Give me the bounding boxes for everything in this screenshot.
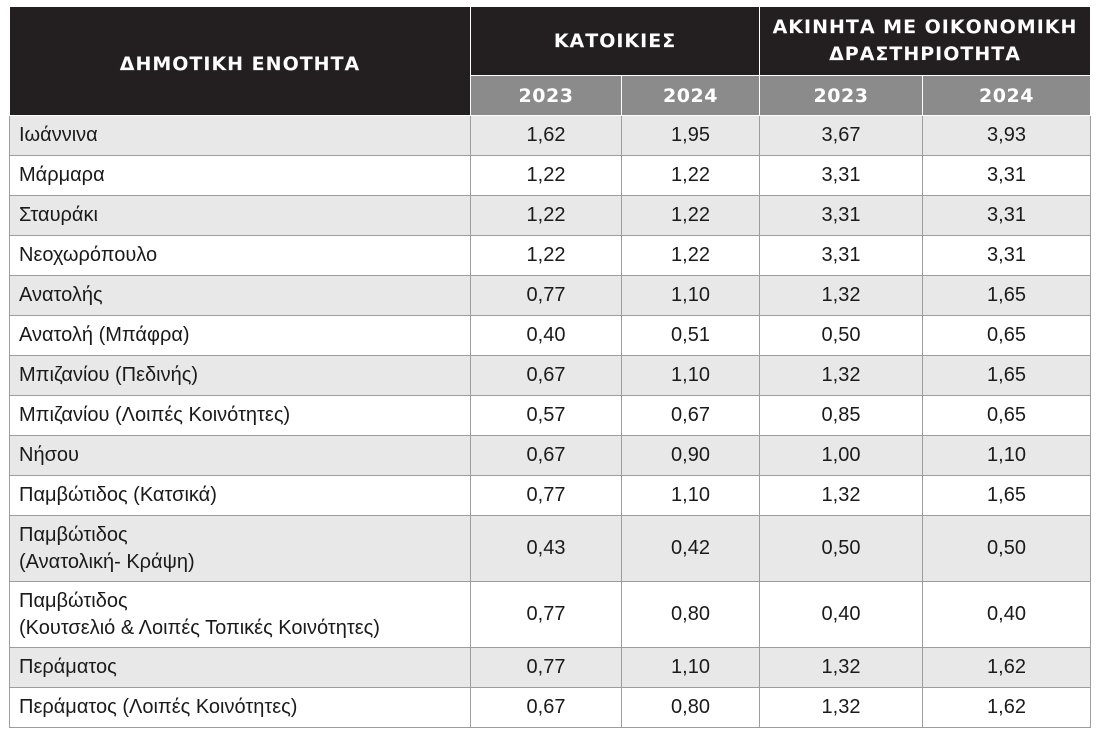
cell-value: 0,67	[622, 396, 760, 436]
row-name-line2: (Κουτσελιό & Λοιπές Τοπικές Κοινότητες)	[19, 616, 380, 639]
cell-value: 0,77	[471, 582, 622, 648]
cell-value: 3,31	[923, 236, 1091, 276]
header-group-residences: ΚΑΤΟΙΚΙΕΣ	[471, 7, 760, 76]
row-name: Μάρμαρα	[10, 156, 471, 196]
cell-value: 3,31	[760, 156, 923, 196]
cell-value: 0,51	[622, 316, 760, 356]
row-name: Παμβώτιδος (Κατσικά)	[10, 476, 471, 516]
table-row	[10, 582, 1091, 648]
table-row	[10, 476, 1091, 516]
header-year: 2023	[471, 76, 622, 116]
table-row	[10, 236, 1091, 276]
cell-value: 0,85	[760, 396, 923, 436]
cell-value: 3,31	[923, 196, 1091, 236]
cell-value: 1,10	[622, 356, 760, 396]
row-name: Νεοχωρόπουλο	[10, 236, 471, 276]
table-row	[10, 156, 1091, 196]
cell-value: 3,93	[923, 116, 1091, 156]
row-name: Περάματος	[10, 648, 471, 688]
cell-value: 0,67	[471, 688, 622, 728]
header-group-business-line1: ΑΚΙΝΗΤΑ ΜΕ ΟΙΚΟΝΟΜΙΚΗ	[772, 16, 1078, 38]
cell-value: 0,67	[471, 436, 622, 476]
cell-value: 3,67	[760, 116, 923, 156]
cell-value: 0,42	[622, 516, 760, 582]
row-name: Νήσου	[10, 436, 471, 476]
table-row	[10, 276, 1091, 316]
cell-value: 1,10	[622, 648, 760, 688]
cell-value: 0,65	[923, 316, 1091, 356]
row-name-line2: (Ανατολική- Κράψη)	[19, 550, 195, 573]
cell-value: 1,32	[760, 648, 923, 688]
header-region: ΔΗΜΟΤΙΚΗ ΕΝΟΤΗΤΑ	[10, 7, 471, 116]
row-name: Περάματος (Λοιπές Κοινότητες)	[10, 688, 471, 728]
cell-value: 1,62	[923, 688, 1091, 728]
header-year: 2024	[622, 76, 760, 116]
row-name: Ανατολή (Μπάφρα)	[10, 316, 471, 356]
header-year: 2024	[923, 76, 1091, 116]
cell-value: 0,90	[622, 436, 760, 476]
table-row	[10, 396, 1091, 436]
cell-value: 1,65	[923, 356, 1091, 396]
cell-value: 1,32	[760, 688, 923, 728]
cell-value: 0,77	[471, 276, 622, 316]
row-name	[10, 516, 471, 582]
table-row	[10, 648, 1091, 688]
cell-value: 1,10	[923, 436, 1091, 476]
header-group-business	[760, 7, 1091, 76]
table-row	[10, 356, 1091, 396]
cell-value: 0,77	[471, 648, 622, 688]
cell-value: 0,65	[923, 396, 1091, 436]
row-name: Μπιζανίου (Πεδινής)	[10, 356, 471, 396]
cell-value: 1,32	[760, 276, 923, 316]
table-row	[10, 436, 1091, 476]
cell-value: 0,40	[923, 582, 1091, 648]
row-name-line1: Παμβώτιδος	[19, 523, 128, 546]
table-row	[10, 516, 1091, 582]
header-group-business-line2: ΔΡΑΣΤΗΡΙΟΤΗΤΑ	[829, 43, 1021, 65]
cell-value: 3,31	[760, 196, 923, 236]
cell-value: 0,50	[923, 516, 1091, 582]
table-row	[10, 116, 1091, 156]
row-name	[10, 582, 471, 648]
cell-value: 1,65	[923, 476, 1091, 516]
row-name: Ανατολής	[10, 276, 471, 316]
cell-value: 1,62	[923, 648, 1091, 688]
cell-value: 3,31	[923, 156, 1091, 196]
cell-value: 1,22	[622, 156, 760, 196]
cell-value: 1,32	[760, 356, 923, 396]
cell-value: 0,57	[471, 396, 622, 436]
row-name: Μπιζανίου (Λοιπές Κοινότητες)	[10, 396, 471, 436]
row-name: Ιωάννινα	[10, 116, 471, 156]
cell-value: 1,10	[622, 276, 760, 316]
row-name: Σταυράκι	[10, 196, 471, 236]
cell-value: 0,80	[622, 582, 760, 648]
cell-value: 1,22	[622, 196, 760, 236]
cell-value: 1,32	[760, 476, 923, 516]
cell-value: 1,95	[622, 116, 760, 156]
cell-value: 0,67	[471, 356, 622, 396]
table-row	[10, 196, 1091, 236]
cell-value: 1,22	[471, 236, 622, 276]
cell-value: 1,22	[471, 196, 622, 236]
cell-value: 3,31	[760, 236, 923, 276]
row-name-line1: Παμβώτιδος	[19, 589, 128, 612]
cell-value: 1,65	[923, 276, 1091, 316]
cell-value: 0,43	[471, 516, 622, 582]
cell-value: 0,77	[471, 476, 622, 516]
rates-table	[9, 6, 1091, 728]
header-year: 2023	[760, 76, 923, 116]
cell-value: 0,40	[471, 316, 622, 356]
cell-value: 0,50	[760, 516, 923, 582]
cell-value: 1,00	[760, 436, 923, 476]
cell-value: 1,22	[622, 236, 760, 276]
cell-value: 0,80	[622, 688, 760, 728]
cell-value: 0,40	[760, 582, 923, 648]
cell-value: 1,62	[471, 116, 622, 156]
cell-value: 0,50	[760, 316, 923, 356]
table-row	[10, 316, 1091, 356]
table-row	[10, 688, 1091, 728]
cell-value: 1,22	[471, 156, 622, 196]
cell-value: 1,10	[622, 476, 760, 516]
